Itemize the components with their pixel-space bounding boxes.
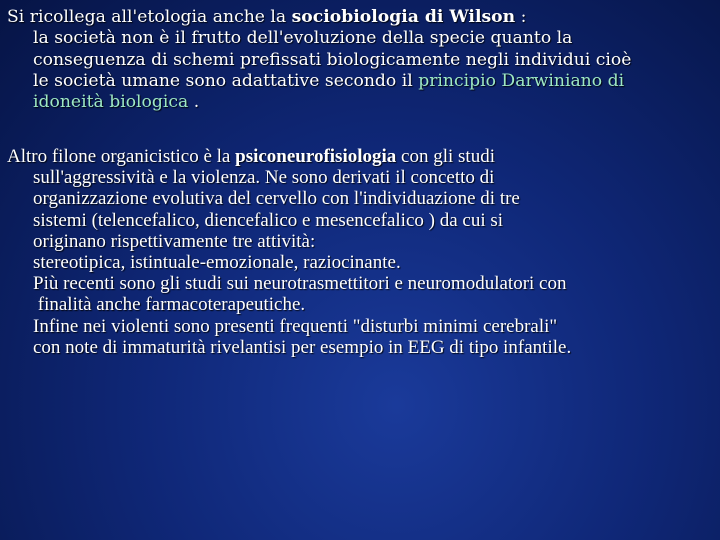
para2-line-2: sull'aggressività e la violenza. Ne sono derivati il concetto di xyxy=(33,167,495,189)
sociobiology-term: sociobiologia di Wilson xyxy=(291,7,516,27)
para1-line-4: le società umane sono adattative secondo il principio Darwiniano di xyxy=(33,70,625,91)
darwin-principle-highlight: principio Darwiniano di xyxy=(418,70,625,91)
para2-line-6: stereotipica, istintuale-emozionale, raziocinante. xyxy=(33,252,401,274)
psychoneurophysiology-term: psiconeurofisiologia xyxy=(235,146,397,167)
biological-fitness-highlight: idoneità biologica xyxy=(33,92,189,113)
paragraph-psychoneurophysiology xyxy=(7,146,719,358)
para2-line-5: originano rispettivamente tre attività: xyxy=(33,230,316,252)
para1-line-1: Si ricollega all'etologia anche la sociobiologia di Wilson : xyxy=(7,7,527,27)
para1-line-2: la società non è il frutto dell'evoluzione della specie quanto la xyxy=(33,28,573,49)
para2-line-4: sistemi (telencefalico, diencefalico e mesencefalico ) da cui si xyxy=(33,209,504,231)
para2-line-10: con note di immaturità rivelantisi per esempio in EEG di tipo infantile. xyxy=(33,336,572,358)
para1-line-3: conseguenza di schemi prefissati biologicamente negli individui cioè xyxy=(33,49,632,70)
para2-line-8: finalità anche farmacoterapeutiche. xyxy=(33,294,306,316)
para2-line-3: organizzazione evolutiva del cervello con l'individuazione di tre xyxy=(33,188,520,210)
para1-line-5: idoneità biologica . xyxy=(33,92,200,113)
para2-line-1: Altro filone organicistico è la psiconeurofisiologia con gli studi xyxy=(7,146,495,167)
paragraph-sociobiology xyxy=(7,7,719,113)
para2-line-7: Più recenti sono gli studi sui neurotrasmettitori e neuromodulatori con xyxy=(33,273,567,295)
para2-line-9: Infine nei violenti sono presenti frequenti "disturbi minimi cerebrali" xyxy=(33,315,558,337)
